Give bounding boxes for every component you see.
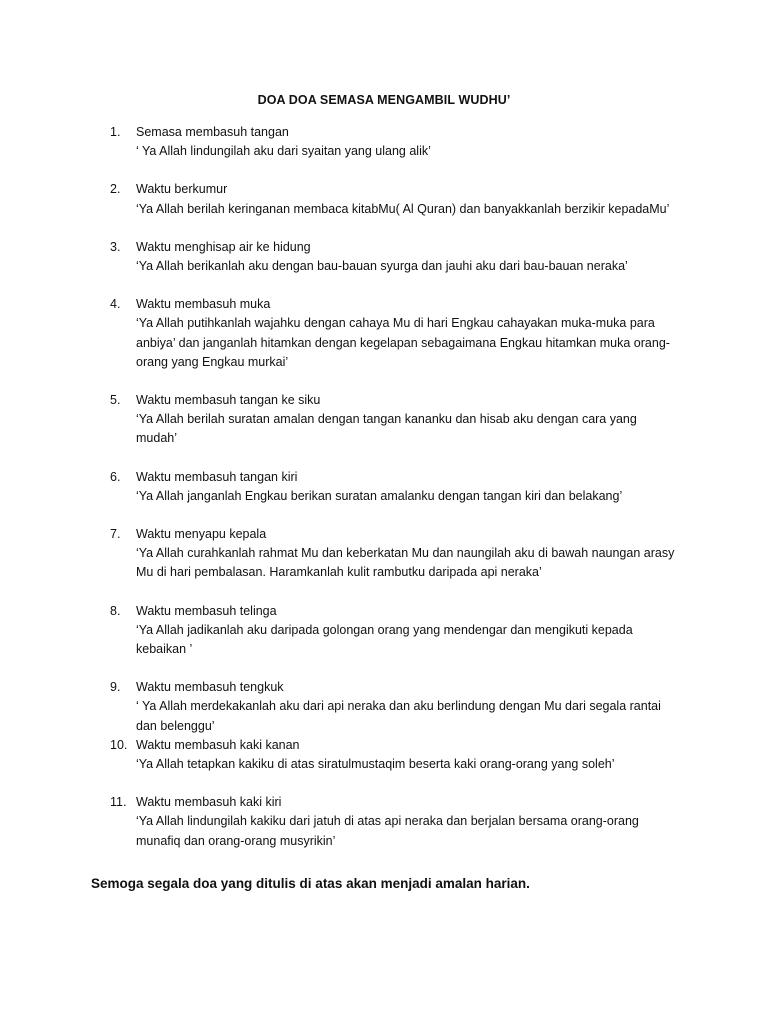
item-heading: Waktu membasuh kaki kiri — [136, 795, 282, 810]
list-item — [110, 602, 700, 660]
item-prayer: ‘Ya Allah curahkanlah rahmat Mu dan keberkatan Mu dan naungilah aku di bawah naungan arasy Mu di hari pembalasan. Haramkanlah kulit rambutku daripada api neraka’ — [136, 546, 675, 580]
item-prayer: ‘Ya Allah lindungilah kakiku dari jatuh di atas api neraka dan berjalan bersama orang-orang munafiq dan orang-orang musyrikin’ — [136, 814, 639, 848]
item-prayer: ‘Ya Allah berilah suratan amalan dengan tangan kananku dan hisab aku dengan cara yang mudah’ — [136, 412, 637, 446]
item-number: 7. — [110, 527, 121, 542]
list-item — [110, 525, 700, 583]
item-heading: Semasa membasuh tangan — [136, 125, 289, 139]
item-prayer: ‘Ya Allah jadikanlah aku daripada golongan orang yang mendengar dan mengikuti kepada kebaikan ’ — [136, 622, 633, 657]
item-prayer: ‘ Ya Allah lindungilah aku dari syaitan yang ulang alik’ — [136, 144, 431, 159]
item-heading: Waktu menghisap air ke hidung — [136, 239, 311, 254]
list-item — [110, 793, 700, 851]
list-item — [110, 123, 700, 161]
item-prayer: ‘Ya Allah berilah keringanan membaca kitabMu( Al Quran) dan banyakkanlah berzikir kepadaMu’ — [136, 201, 670, 216]
list-item — [110, 391, 700, 449]
item-prayer: ‘Ya Allah putihkanlah wajahku dengan cahaya Mu di hari Engkau cahayakan muka-muka para anbiya’ dan janganlah hitamkan dengan kegelapan sebagaimana Engkau hitamkan muka orang-orang yang Engkau murkai’ — [136, 316, 670, 369]
item-heading: Waktu membasuh kaki kanan — [136, 737, 300, 752]
list-item — [110, 736, 700, 774]
item-number: 4. — [110, 297, 121, 312]
item-heading: Waktu membasuh telinga — [136, 603, 277, 618]
item-number: 6. — [110, 469, 121, 484]
document-title: DOA DOA SEMASA MENGAMBIL WUDHU’ — [257, 93, 511, 107]
list-item — [110, 678, 700, 736]
item-prayer: ‘Ya Allah janganlah Engkau berikan suratan amalanku dengan tangan kiri dan belakang’ — [136, 488, 623, 503]
item-number: 9. — [110, 680, 121, 695]
item-number: 1. — [110, 125, 121, 139]
list-item — [110, 238, 700, 276]
item-prayer: ‘Ya Allah berikanlah aku dengan bau-bauan syurga dan jauhi aku dari bau-bauan neraka’ — [136, 259, 628, 274]
item-heading: Waktu membasuh tangan ke siku — [136, 393, 321, 408]
item-heading: Waktu membasuh tangan kiri — [136, 469, 298, 484]
item-heading: Waktu membasuh tengkuk — [136, 680, 284, 695]
item-heading: Waktu berkumur — [136, 182, 228, 197]
item-number: 5. — [110, 393, 121, 408]
prayer-list — [110, 123, 700, 870]
item-number: 10. — [110, 737, 128, 752]
item-heading: Waktu membasuh muka — [136, 297, 271, 312]
item-number: 11. — [110, 795, 127, 810]
item-number: 3. — [110, 239, 121, 254]
closing-statement: Semoga segala doa yang ditulis di atas akan menjadi amalan harian. — [91, 876, 530, 891]
item-number: 2. — [110, 182, 121, 197]
item-prayer: ‘Ya Allah tetapkan kakiku di atas siratulmustaqim beserta kaki orang-orang yang soleh’ — [136, 757, 615, 772]
item-number: 8. — [110, 603, 121, 618]
item-heading: Waktu menyapu kepala — [136, 527, 267, 542]
list-item — [110, 180, 700, 218]
list-item — [110, 468, 700, 506]
item-prayer: ‘ Ya Allah merdekakanlah aku dari api neraka dan aku berlindung dengan Mu dari segala rantai dan belenggu’ — [136, 699, 661, 733]
list-item — [110, 295, 700, 372]
